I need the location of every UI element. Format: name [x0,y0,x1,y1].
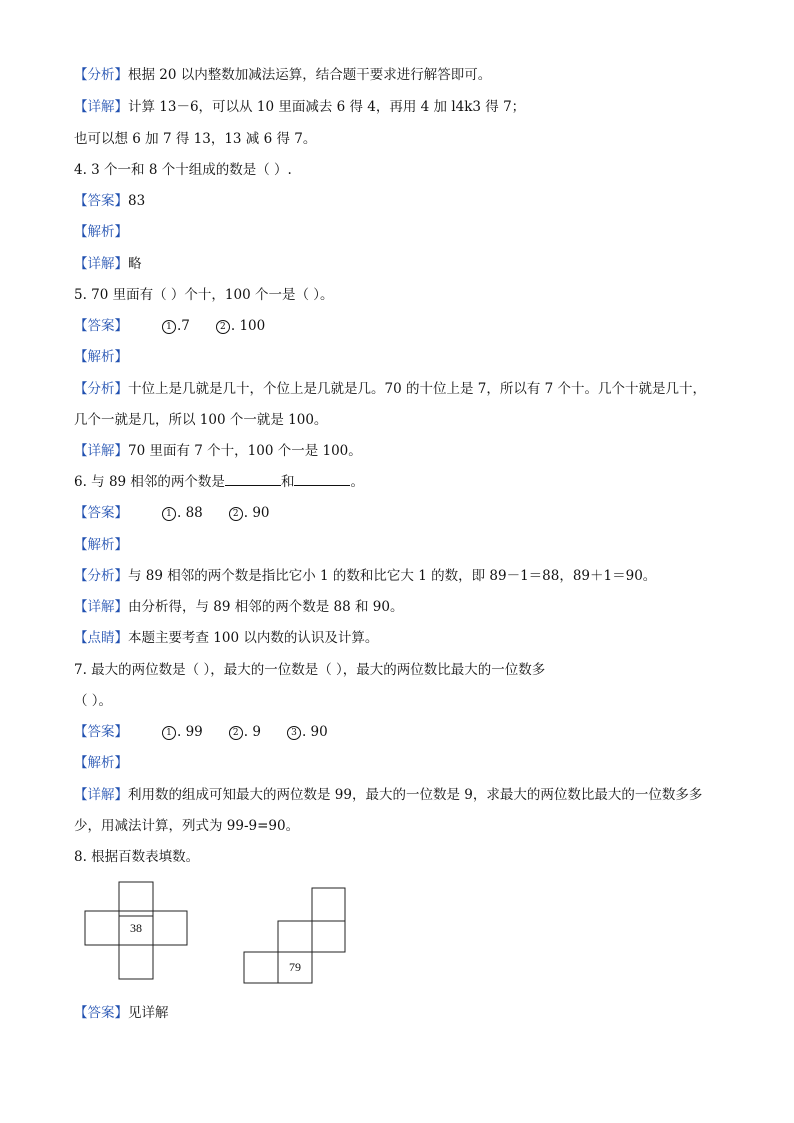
stair-cell-value: 79 [289,960,301,974]
analysis-6-text: 与 89 相邻的两个数是指比它小 1 的数和比它大 1 的数，即 89－1＝88，89＋1＝90。 [128,568,657,584]
analysis-5-text: 十位上是几就是几十，个位上是几就是几。70 的十位上是 7，所以有 7 个十。几个十就是几十， [128,381,707,397]
detail-tag: 【详解】 [74,787,128,803]
explanation-tag: 【解析】 [74,537,128,553]
explanation-tag: 【解析】 [74,349,128,365]
circled-number-1: 1 [162,320,176,334]
pointer-tag: 【点睛】 [74,630,128,646]
detail-5-text: 70 里面有 7 个十，100 个一是 100。 [128,443,362,459]
answer-6-option-1: 1 . 88 [162,504,203,522]
answer-tag: 【答案】 [74,724,128,740]
answer-5-option-2: 2 . 100 [216,317,265,335]
circled-number-3: 3 [287,726,301,740]
detail-text-cont: 也可以想 6 加 7 得 13，13 减 6 得 7。 [74,131,317,147]
answer-tag: 【答案】 [74,505,128,521]
detail-6-text: 由分析得，与 89 相邻的两个数是 88 和 90。 [128,599,404,615]
grid-cell [119,945,153,979]
question-4-text: 4. 3 个一和 8 个十组成的数是（ ）. [74,162,292,178]
detail-text: 计算 13－6，可以从 10 里面减去 6 得 4，再用 4 加 l4k3 得 7； [128,99,526,115]
circled-number-1: 1 [162,726,176,740]
circled-number-2: 2 [229,726,243,740]
question-6-text: 6. 与 89 相邻的两个数是 [74,474,225,490]
answer-tag: 【答案】 [74,1005,128,1021]
explanation-tag: 【解析】 [74,755,128,771]
answer-tag: 【答案】 [74,193,128,209]
answer-6-option-2: 2 . 90 [229,504,270,522]
answer-4-text: 83 [128,193,146,209]
answer-7-option-1: 1 . 99 [162,723,203,741]
detail-tag: 【详解】 [74,599,128,615]
detail-4-text: 略 [128,256,142,272]
explanation-tag: 【解析】 [74,224,128,240]
analysis-tag: 【分析】 [74,568,128,584]
question-7-text: 7. 最大的两位数是（ ），最大的一位数是（ ），最大的两位数比最大的一位数多 [74,662,546,678]
circled-number-2: 2 [216,320,230,334]
circled-number-1: 1 [162,507,176,521]
answer-5-option-1: 1 .7 [162,317,190,335]
analysis-tag: 【分析】 [74,381,128,397]
grid-cell [312,921,345,952]
grid-cell [278,921,312,952]
answer-tag: 【答案】 [74,318,128,334]
question-5-text: 5. 70 里面有（ ）个十，100 个一是（ ）。 [74,287,334,303]
question-8-text: 8. 根据百数表填数。 [74,849,200,865]
question-6: 6. 与 89 相邻的两个数是 和 。 [74,474,364,490]
answer-7-option-2: 2 . 9 [229,723,261,741]
answer-8 [74,1004,169,1022]
grid-cell [85,911,119,945]
grid-cell [153,911,187,945]
analysis-text: 根据 20 以内整数加减法运算，结合题干要求进行解答即可。 [128,67,492,83]
detail-7-text: 利用数的组成可知最大的两位数是 99，最大的一位数是 9，求最大的两位数比最大的一位数多多 [128,787,703,803]
analysis-tag: 【分析】 [74,67,128,83]
detail-tag: 【详解】 [74,99,128,115]
answer-7-option-3: 3 . 90 [287,723,328,741]
detail-tag: 【详解】 [74,443,128,459]
detail-tag: 【详解】 [74,256,128,272]
circled-number-2: 2 [229,507,243,521]
grid-cell [244,952,278,983]
analysis-5-text-cont: 几个一就是几，所以 100 个一就是 100。 [74,412,328,428]
detail-7-text-cont: 少，用减法计算，列式为 99-9=90。 [74,818,300,834]
grid-cell [312,888,345,921]
cross-center-value: 38 [130,921,142,935]
question-7-text-cont: （ ）。 [74,693,113,709]
pointer-6-text: 本题主要考查 100 以内数的认识及计算。 [128,630,379,646]
answer-8-text: 见详解 [128,1005,169,1021]
